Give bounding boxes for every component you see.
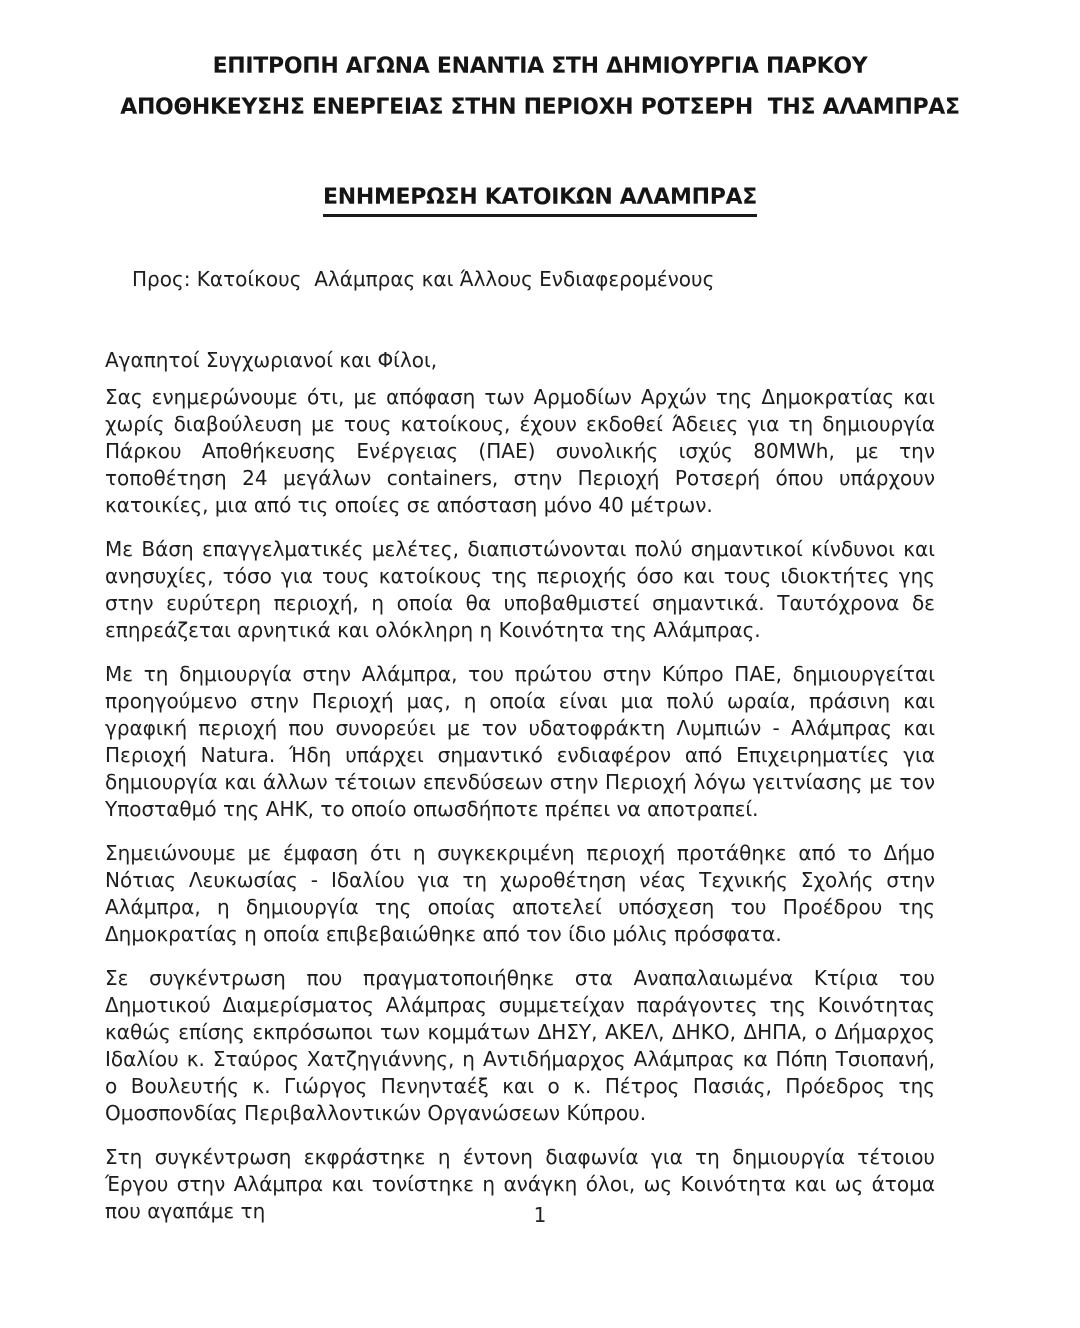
document-title: ΕΝΗΜΕΡΩΣΗ ΚΑΤΟΙΚΩΝ ΑΛΑΜΠΡΑΣ: [323, 184, 757, 217]
recipient-line: Προς: Κατοίκους Αλάμπρας και Άλλους Ενδιαφερομένους: [132, 267, 715, 291]
page-number: 1: [533, 1203, 547, 1227]
document-title-row: [0, 184, 1080, 217]
committee-name-line-2: ΑΠΟΘΗΚΕΥΣΗΣ ΕΝΕΡΓΕΙΑΣ ΣΤΗΝ ΠΕΡΙΟΧΗ ΡΟΤΣΕΡΗ ΤΗΣ ΑΛΑΜΠΡΑΣ: [120, 95, 960, 120]
salutation-line: Αγαπητοί Συγχωριανοί και Φίλοι,: [105, 348, 438, 372]
paragraph-6: Στη συγκέντρωση εκφράστηκε η έντονη διαφωνία για τη δημιουργία τέτοιου Έργου στην Αλάμπρα και τονίστηκε η ανάγκη όλοι, ως Κοινότητα και ως άτομα που αγαπάμε τη: [105, 1145, 935, 1223]
paragraph-3: Με τη δημιουργία στην Αλάμπρα, του πρώτου στην Κύπρο ΠΑΕ, δημιουργείται προηγούμενο στην Περιοχή μας, η οποία είναι μια πολύ ωραία, πράσινη και γραφική περιοχή που συνορεύει με τον υδατοφράκτη Λυμπιών - Αλάμπρας και Περιοχή Natura. Ήδη υπάρχει σημαντικό ενδιαφέρον από Επιχειρηματίες για δημιουργία και άλλων τέτοιων επενδύσεων στην Περιοχή λόγω γειτνίασης με τον Υποσταθμό της ΑΗΚ, το οποίο οπωσδήποτε πρέπει να αποτραπεί.: [105, 662, 935, 821]
committee-header: [0, 0, 1080, 122]
document-body: [105, 266, 935, 1225]
paragraph-4: Σημειώνουμε με έμφαση ότι η συγκεκριμένη περιοχή προτάθηκε από το Δήμο Νότιας Λευκωσίας - Ιδαλίου για τη χωροθέτηση νέας Τεχνικής Σχολής στην Αλάμπρα, η δημιουργία της οποίας αποτελεί υπόσχεση του Προέδρου της Δημοκρατίας η οποία επιβεβαιώθηκε από τον ίδιο μόλις πρόσφατα.: [105, 841, 935, 946]
committee-name-line-1: ΕΠΙΤΡΟΠΗ ΑΓΩΝΑ ΕΝΑΝΤΙΑ ΣΤΗ ΔΗΜΙΟΥΡΓΙΑ ΠΑΡΚΟΥ: [212, 54, 868, 79]
paragraph-5: Σε συγκέντρωση που πραγματοποιήθηκε στα Αναπαλαιωμένα Κτίρια του Δημοτικού Διαμερίσματος Αλάμπρας συμμετείχαν παράγοντες της Κοινότητας καθώς επίσης εκπρόσωποι των κομμάτων ΔΗΣΥ, ΑΚΕΛ, ΔΗΚΟ, ΔΗΠΑ, ο Δήμαρχος Ιδαλίου κ. Σταύρος Χατζηγιάννης, η Αντιδήμαρχος Αλάμπρας κα Πόπη Τσιοπανή, ο Βουλευτής κ. Γιώργος Πενηνταέξ και ο κ. Πέτρος Πασιάς, Πρόεδρος της Ομοσπονδίας Περιβαλλοντικών Οργανώσεων Κύπρου.: [105, 966, 935, 1125]
paragraph-2: Με Βάση επαγγελματικές μελέτες, διαπιστώνονται πολύ σημαντικοί κίνδυνοι και ανησυχίες, τόσο για τους κατοίκους της περιοχής όσο και τους ιδιοκτήτες γης στην ευρύτερη περιοχή, η οποία θα υποβαθμιστεί σημαντικά. Ταυτόχρονα δε επηρεάζεται αρνητικά και ολόκληρη η Κοινότητα της Αλάμπρας.: [105, 537, 935, 642]
paragraph-1: Σας ενημερώνουμε ότι, με απόφαση των Αρμοδίων Αρχών της Δημοκρατίας και χωρίς διαβούλευση με τους κατοίκους, έχουν εκδοθεί Άδειες για τη δημιουργία Πάρκου Αποθήκευσης Ενέργειας (ΠΑΕ) συνολικής ισχύς 80MWh, με την τοποθέτηση 24 μεγάλων containers, στην Περιοχή Ροτσερή όπου υπάρχουν κατοικίες, μια από τις οποίες σε απόσταση μόνο 40 μέτρων.: [105, 385, 935, 517]
